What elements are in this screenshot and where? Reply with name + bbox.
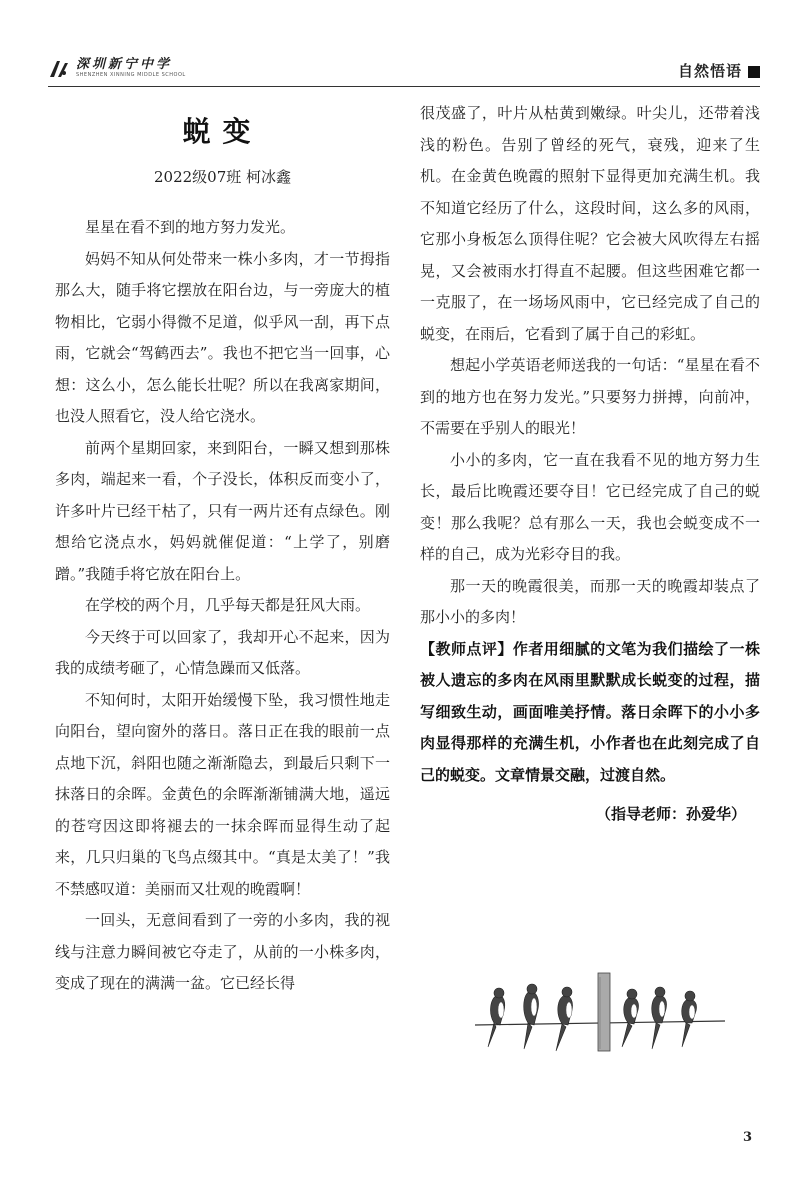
paragraph: 前两个星期回家，来到阳台，一瞬又想到那株多肉，端起来一看，个子没长，体积反而变小了，许多叶片已经干枯了，只有一两片还有点绿色。刚想给它浇点水，妈妈就催促道：“上学了，别磨蹭。”我随手将它放在阳台上。	[55, 438, 390, 583]
left-column	[55, 98, 390, 1000]
school-logo	[48, 58, 186, 79]
article-byline: 2022级07班 柯冰鑫	[153, 168, 292, 186]
paragraph: 想起小学英语老师送我的一句话：“星星在看不到的地方也在努力发光。”只要努力拼搏，向前冲，不需要在乎别人的眼光！	[420, 356, 760, 437]
header-divider	[48, 86, 760, 87]
birds-on-wire-illustration	[470, 955, 730, 1060]
right-column	[420, 98, 760, 831]
paragraph: 星星在看不到的地方努力发光。	[85, 218, 296, 236]
page-number: 3	[742, 1130, 752, 1145]
paragraph: 那一天的晚霞很美，而那一天的晚霞却装点了那小小的多肉！	[420, 576, 760, 626]
school-emblem-icon	[48, 59, 70, 79]
paragraph: 妈妈不知从何处带来一株小多肉，才一节拇指那么大，随手将它摆放在阳台边，与一旁庞大的植物相比，它弱小得微不足道，似乎风一刮，再下点雨，它就会“驾鹤西去”。我也不把它当一回事，心想：这么小，怎么能长壮呢？所以在我离家期间，也没人照看它，没人给它浇水。	[55, 249, 390, 425]
page-header	[48, 58, 760, 84]
paragraph-continuation: 很茂盛了，叶片从枯黄到嫩绿。叶尖儿，还带着浅浅的粉色。告别了曾经的死气，衰残，迎来了生机。在金黄色晚霞的照射下显得更加充满生机。我不知道它经历了什么，这段时间，这么多的风雨，它那小身板怎么顶得住呢？它会被大风吹得左右摇晃，又会被雨水打得直不起腰。但这些困难它都一一克服了，在一场场风雨中，它已经完成了自己的蜕变，在雨后，它看到了属于自己的彩虹。	[420, 104, 760, 343]
paragraph: 在学校的两个月，几乎每天都是狂风大雨。	[85, 596, 371, 614]
mentor-credit: （指导老师：孙爱华）	[595, 805, 746, 823]
paragraph: 一回头，无意间看到了一旁的小多肉，我的视线与注意力瞬间被它夺走了，从前的一小株多肉，变成了现在的满满一盆。它已经长得	[55, 911, 390, 992]
section-label	[678, 60, 760, 81]
teacher-review: 【教师点评】作者用细腻的文笔为我们描绘了一株被人遗忘的多肉在风雨里默默成长蜕变的过程，描写细致生动，画面唯美抒情。落日余晖下的小小多肉显得那样的充满生机，小作者也在此刻完成了自己的蜕变。文章情景交融，过渡自然。	[420, 639, 760, 784]
logo-school-name: 深圳新宁中学	[76, 57, 173, 72]
article-title: 蜕变	[182, 115, 263, 148]
paragraph: 小小的多肉，它一直在我看不见的地方努力生长，最后比晚霞还要夺目！它已经完成了自己的蜕变！那么我呢？总有那么一天，我也会蜕变成不一样的自己，成为光彩夺目的我。	[420, 450, 760, 563]
paragraph: 不知何时，太阳开始缓慢下坠，我习惯性地走向阳台，望向窗外的落日。落日正在我的眼前一点点地下沉，斜阳也随之渐渐隐去，到最后只剩下一抹落日的余晖。金黄色的余晖渐渐铺满大地，遥远的苍穹因这即将褪去的一抹余晖而显得生动了起来，几只归巢的飞鸟点缀其中。“真是太美了！”我不禁感叹道：美丽而又壮观的晚霞啊！	[55, 690, 390, 898]
black-square-icon	[748, 66, 760, 78]
logo-school-name-en: SHENZHEN XINNING MIDDLE SCHOOL	[76, 72, 186, 78]
section-title: 自然悟语	[677, 62, 742, 80]
paragraph: 今天终于可以回家了，我却开心不起来，因为我的成绩考砸了，心情急躁而又低落。	[55, 627, 390, 677]
